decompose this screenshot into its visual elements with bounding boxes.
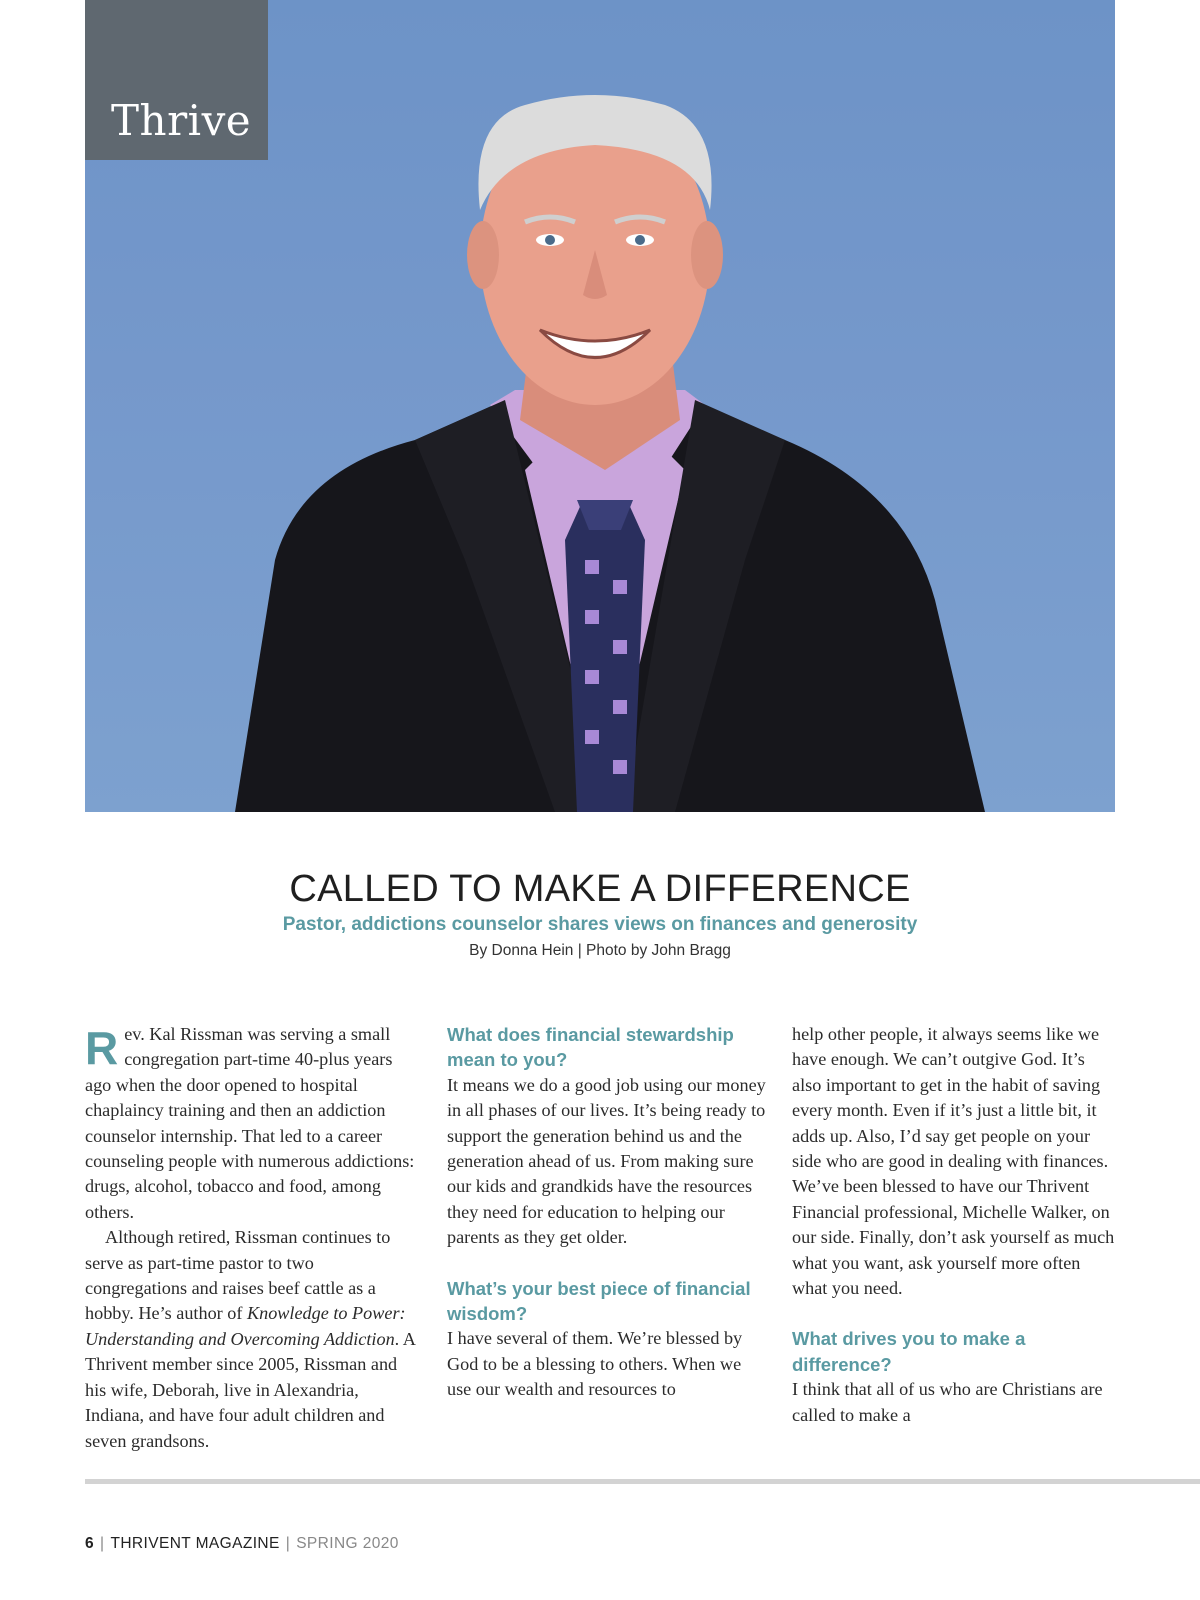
article-column-1 [85, 1022, 420, 1454]
section-tag-label: Thrive [111, 96, 252, 145]
question-heading: What drives you to make a difference? [792, 1328, 1026, 1375]
bio-text-end: . A Thrivent member since 2005, Rissman and his wife, Deborah, live in Alexandria, Indiana, and have four adult children and seven grandsons. [85, 1328, 415, 1451]
drop-cap: R [85, 1022, 119, 1074]
bio-paragraph [85, 1225, 420, 1454]
article-byline: By Donna Hein | Photo by John Bragg [469, 942, 731, 959]
page-footer [85, 1535, 399, 1553]
footer-separator: | [285, 1535, 291, 1552]
answer-paragraph: It means we do a good job using our money in all phases of our lives. It’s being ready to support the generation behind us and the generation ahead of us. From making sure our kids and grandkids have the resources they need for education to helping our parents as they get older. [447, 1074, 766, 1248]
issue-season: SPRING 2020 [296, 1535, 399, 1552]
article-column-3 [792, 1022, 1117, 1428]
book-title: Knowledge to Power: Understanding and Overcoming Addiction [85, 1303, 406, 1349]
article-headline: CALLED TO MAKE A DIFFERENCE [289, 868, 911, 910]
answer-paragraph: I think that all of us who are Christians are called to make a [792, 1379, 1103, 1425]
intro-paragraph [85, 1022, 420, 1225]
footer-separator: | [100, 1535, 105, 1552]
intro-text: ev. Kal Rissman was serving a small congregation part-time 40-plus years ago when the door opened to hospital chaplaincy training and then an addiction counselor internship. That led to a career counseling people with numerous addictions: drugs, alcohol, tobacco and food, among others. [85, 1024, 415, 1222]
question-heading: What’s your best piece of financial wisdom? [447, 1277, 751, 1325]
bio-text-start: Although retired, Rissman continues to serve as part-time pastor to two congregations and raises beef cattle as a hobby. He’s author of [85, 1227, 391, 1324]
answer-paragraph: help other people, it always seems like we have enough. We can’t outgive God. It’s also important to get in the habit of saving every month. Even if it’s just a little bit, it adds up. Also, I’d say get people on your side who are good in dealing with finances. We’ve been blessed to have our Thrivent Financial professional, Michelle Walker, on our side. Finally, don’t ask yourself as much what you want, ask yourself more often what you need. [792, 1024, 1115, 1299]
section-tag [85, 0, 268, 160]
page-number: 6 [85, 1535, 95, 1552]
footer-divider [85, 1479, 1200, 1484]
answer-paragraph: I have several of them. We’re blessed by God to be a blessing to others. When we use our wealth and resources to [447, 1328, 743, 1400]
question-heading: What does financial stewardship mean to you? [447, 1024, 734, 1071]
magazine-name: THRIVENT MAGAZINE [110, 1535, 280, 1552]
article-column-2 [447, 1022, 767, 1403]
article-deck: Pastor, addictions counselor shares views on finances and generosity [282, 914, 918, 935]
